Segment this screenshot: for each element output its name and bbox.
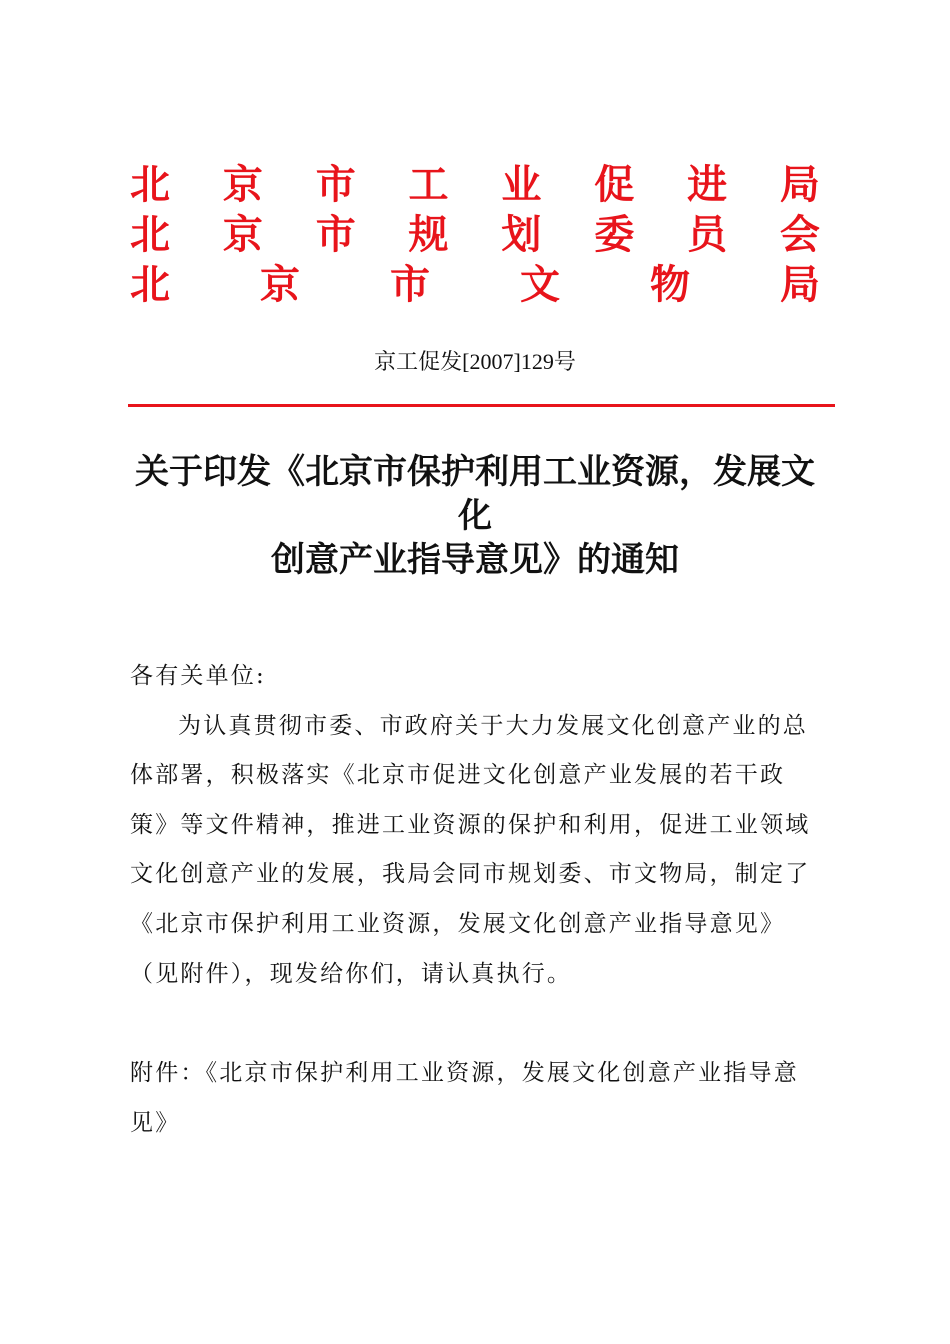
attachment-line: 见》 — [130, 1109, 181, 1136]
issuing-agencies — [130, 160, 820, 310]
paragraph-line: 《北京市保护利用工业资源，发展文化创意产业指导意见》 — [130, 910, 786, 937]
paragraph-spacer — [130, 999, 822, 1049]
document-body — [130, 652, 822, 1148]
issuer-cultural-relics-bureau: 北 京 市 文 物 局 — [130, 262, 820, 308]
paragraph-line: （见附件），现发给你们，请认真执行。 — [130, 960, 573, 987]
salutation: 各有关单位: — [130, 663, 266, 689]
issuer-planning-commission: 北 京 市 规 划 委 员 会 — [130, 212, 820, 258]
document-title — [128, 450, 822, 582]
title-line: 创意产业指导意见》的通知 — [271, 540, 679, 580]
paragraph-line: 文化创意产业的发展，我局会同市规划委、市文物局，制定了 — [130, 861, 811, 888]
document-number: 京工促发[2007]129号 — [374, 349, 576, 374]
paragraph-line: 为认真贯彻市委、市政府关于大力发展文化创意产业的总 — [178, 712, 808, 739]
paragraph-line: 体部署，积极落实《北京市促进文化创意产业发展的若干政 — [130, 762, 786, 789]
header-divider — [128, 404, 835, 407]
paragraph-line: 策》等文件精神，推进工业资源的保护和利用，促进工业领域 — [130, 811, 811, 838]
title-line: 化 — [458, 496, 492, 536]
issuer-industry-promotion-bureau: 北 京 市 工 业 促 进 局 — [130, 162, 820, 208]
title-line: 关于印发《北京市保护利用工业资源，发展文 — [135, 452, 815, 492]
attachment-line: 附件：《北京市保护利用工业资源，发展文化创意产业指导意 — [130, 1060, 799, 1087]
